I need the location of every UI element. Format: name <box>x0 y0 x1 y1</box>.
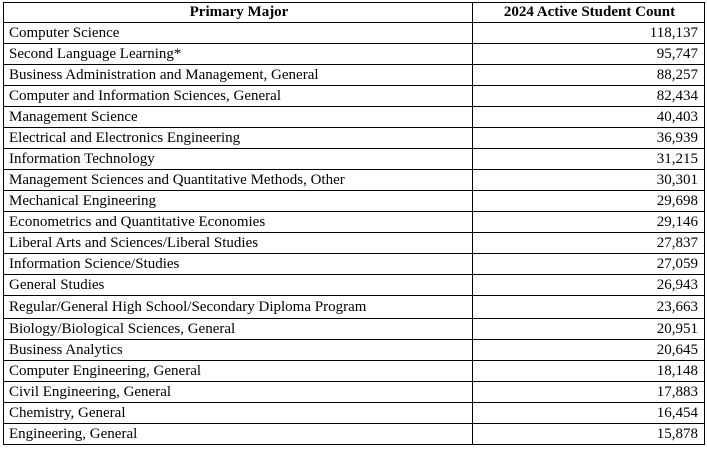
count-cell: 26,943 <box>473 275 705 296</box>
count-cell: 16,454 <box>473 403 705 424</box>
major-cell: Computer Science <box>4 23 473 44</box>
major-cell: Engineering, General <box>4 424 473 445</box>
count-cell: 18,148 <box>473 361 705 382</box>
table-row <box>4 23 705 44</box>
count-cell: 20,645 <box>473 340 705 361</box>
table-row <box>4 296 705 319</box>
table-row <box>4 403 705 424</box>
major-cell: Econometrics and Quantitative Economies <box>4 212 473 233</box>
major-cell: Information Technology <box>4 149 473 170</box>
major-cell: Computer and Information Sciences, General <box>4 86 473 107</box>
count-cell: 15,878 <box>473 424 705 445</box>
header-student-count: 2024 Active Student Count <box>473 3 705 23</box>
count-cell: 40,403 <box>473 107 705 128</box>
major-cell: Business Administration and Management, General <box>4 65 473 86</box>
major-cell: Biology/Biological Sciences, General <box>4 319 473 340</box>
count-cell: 30,301 <box>473 170 705 191</box>
count-cell: 27,059 <box>473 254 705 275</box>
table-row <box>4 191 705 212</box>
count-cell: 118,137 <box>473 23 705 44</box>
count-cell: 95,747 <box>473 44 705 65</box>
major-cell: Management Sciences and Quantitative Methods, Other <box>4 170 473 191</box>
major-cell: General Studies <box>4 275 473 296</box>
count-cell: 27,837 <box>473 233 705 254</box>
table-row <box>4 170 705 191</box>
major-cell: Business Analytics <box>4 340 473 361</box>
major-cell: Electrical and Electronics Engineering <box>4 128 473 149</box>
count-cell: 36,939 <box>473 128 705 149</box>
table-row <box>4 382 705 403</box>
table-row <box>4 86 705 107</box>
count-cell: 20,951 <box>473 319 705 340</box>
count-cell: 29,698 <box>473 191 705 212</box>
table-row <box>4 424 705 445</box>
count-cell: 23,663 <box>473 296 705 319</box>
table-row <box>4 212 705 233</box>
table-row <box>4 254 705 275</box>
major-cell: Civil Engineering, General <box>4 382 473 403</box>
major-cell: Chemistry, General <box>4 403 473 424</box>
count-cell: 29,146 <box>473 212 705 233</box>
table-row <box>4 361 705 382</box>
table-row <box>4 275 705 296</box>
header-row <box>4 3 705 23</box>
major-cell: Management Science <box>4 107 473 128</box>
count-cell: 82,434 <box>473 86 705 107</box>
major-cell: Mechanical Engineering <box>4 191 473 212</box>
count-cell: 31,215 <box>473 149 705 170</box>
count-cell: 88,257 <box>473 65 705 86</box>
table-row <box>4 44 705 65</box>
table-row <box>4 65 705 86</box>
table-row <box>4 128 705 149</box>
major-cell: Regular/General High School/Secondary Diploma Program <box>4 296 473 319</box>
table-row <box>4 149 705 170</box>
count-cell: 17,883 <box>473 382 705 403</box>
table-row <box>4 319 705 340</box>
table-row <box>4 233 705 254</box>
majors-table <box>3 2 705 445</box>
major-cell: Information Science/Studies <box>4 254 473 275</box>
major-cell: Liberal Arts and Sciences/Liberal Studies <box>4 233 473 254</box>
major-cell: Second Language Learning* <box>4 44 473 65</box>
table-row <box>4 107 705 128</box>
table-row <box>4 340 705 361</box>
header-primary-major: Primary Major <box>4 3 473 23</box>
major-cell: Computer Engineering, General <box>4 361 473 382</box>
